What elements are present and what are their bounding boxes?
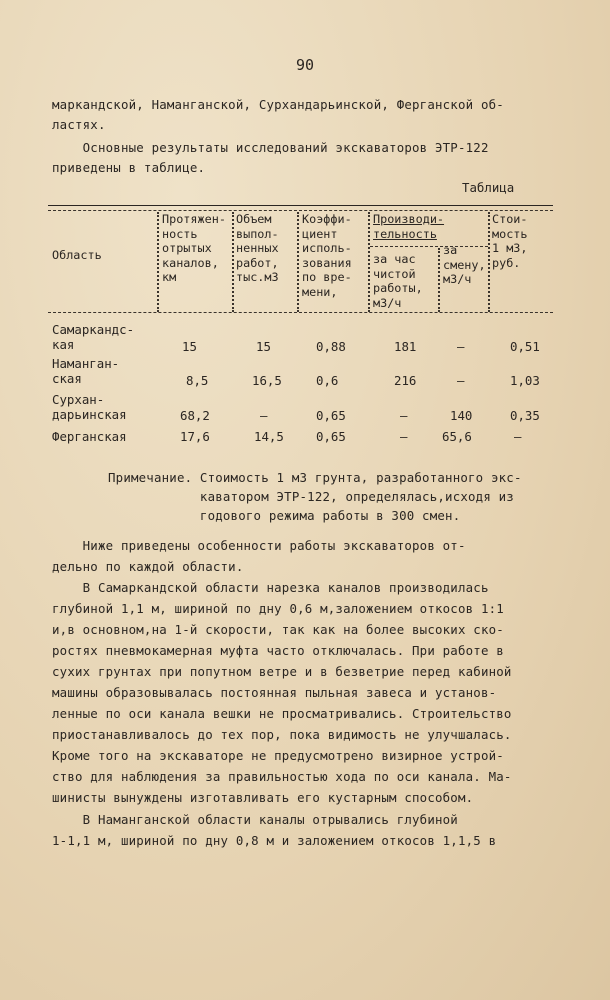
table-top-rule (48, 205, 553, 206)
row-region: Сурхан- дарьинская (52, 392, 127, 422)
column-separator (297, 212, 299, 312)
note-line: годового режима работы в 300 смен. (108, 508, 461, 523)
row-region: Самаркандс- кая (52, 322, 135, 352)
header-productivity: Производи- тельность (373, 212, 445, 241)
cell-shift: – (457, 373, 465, 388)
cell-hour: 216 (394, 373, 417, 388)
note-line: Примечание. Стоимость 1 м3 грунта, разработанного экс- (108, 470, 522, 485)
column-separator (368, 212, 370, 312)
cell-length: 68,2 (180, 408, 210, 423)
column-separator (157, 212, 159, 312)
row-region: Наманган- ская (52, 356, 120, 386)
body-line: В Наманганской области каналы отрывались глубиной (52, 812, 458, 827)
header-length: Протяжен- ность отрытых каналов, км (162, 212, 226, 285)
cell-hour: – (400, 408, 408, 423)
cell-volume: – (260, 408, 268, 423)
cell-coef: 0,65 (316, 429, 346, 444)
header-region: Область (52, 248, 102, 262)
cell-coef: 0,6 (316, 373, 339, 388)
header-cost: Стои- мость 1 м3, руб. (492, 212, 528, 270)
header-prod-hour: за час чистой работы, м3/ч (373, 252, 423, 310)
row-region: Ферганская (52, 429, 127, 444)
cell-length: 8,5 (186, 373, 209, 388)
cell-cost: 1,03 (510, 373, 540, 388)
table-label: Таблица (462, 180, 515, 195)
body-line: и,в основном,на 1-й скорости, так как на более высоких ско- (52, 622, 504, 637)
intro-line: ластях. (52, 117, 106, 132)
note-line: каватором ЭТР-122, определялась,исходя из (108, 489, 514, 504)
body-line: ленные по оси канала вешки не просматривались. Строительство (52, 706, 512, 721)
body-line: Ниже приведены особенности работы экскаваторов от- (52, 538, 466, 553)
cell-cost: – (514, 429, 522, 444)
body-line: Кроме того на экскаваторе не предусмотрено визирное устрой- (52, 748, 504, 763)
cell-volume: 14,5 (254, 429, 284, 444)
body-line: дельно по каждой области. (52, 559, 244, 574)
body-line: ство для наблюдения за правильностью хода по оси канала. Ма- (52, 769, 512, 784)
cell-hour: 181 (394, 339, 417, 354)
cell-hour: – (400, 429, 408, 444)
cell-shift: 65,6 (442, 429, 472, 444)
intro-line: приведены в таблице. (52, 160, 206, 175)
column-separator (438, 248, 440, 312)
intro-line: Основные результаты исследований экскаваторов ЭТР-122 (52, 140, 489, 155)
cell-volume: 15 (256, 339, 271, 354)
column-separator (232, 212, 234, 312)
cell-shift: 140 (450, 408, 473, 423)
cell-volume: 16,5 (252, 373, 282, 388)
cell-cost: 0,35 (510, 408, 540, 423)
header-prod-shift: за смену, м3/ч (443, 243, 486, 287)
table-top-dashed-rule (48, 210, 553, 211)
body-line: сухих грунтах при попутном ветре и в безветрие перед кабиной (52, 664, 512, 679)
intro-line: маркандской, Наманганской, Сурхандарьинской, Ферганской об- (52, 97, 504, 112)
body-line: В Самаркандской области нарезка каналов производилась (52, 580, 489, 595)
cell-shift: – (457, 339, 465, 354)
body-line: машины образовывалась постоянная пыльная завеса и установ- (52, 685, 497, 700)
body-line: 1-1,1 м, шириной по дну 0,8 м и заложением откосов 1,1,5 в (52, 833, 497, 848)
table-header-rule (48, 312, 553, 313)
cell-coef: 0,88 (316, 339, 346, 354)
header-volume: Объем выпол- ненных работ, тыс.м3 (236, 212, 279, 285)
cell-length: 17,6 (180, 429, 210, 444)
body-line: ростях пневмокамерная муфта часто отключалась. При работе в (52, 643, 504, 658)
body-line: шинисты вынуждены изготавливать его кустарным способом. (52, 790, 474, 805)
header-coefficient: Коэффи- циент исполь- зования по вре- мени, (302, 212, 352, 299)
cell-length: 15 (182, 339, 197, 354)
body-line: глубиной 1,1 м, шириной по дну 0,6 м,заложением откосов 1:1 (52, 601, 504, 616)
cell-cost: 0,51 (510, 339, 540, 354)
column-separator (488, 212, 490, 312)
page-number: 90 (295, 56, 315, 74)
cell-coef: 0,65 (316, 408, 346, 423)
body-line: приостанавливалось до тех пор, пока видимость не улучшалась. (52, 727, 512, 742)
